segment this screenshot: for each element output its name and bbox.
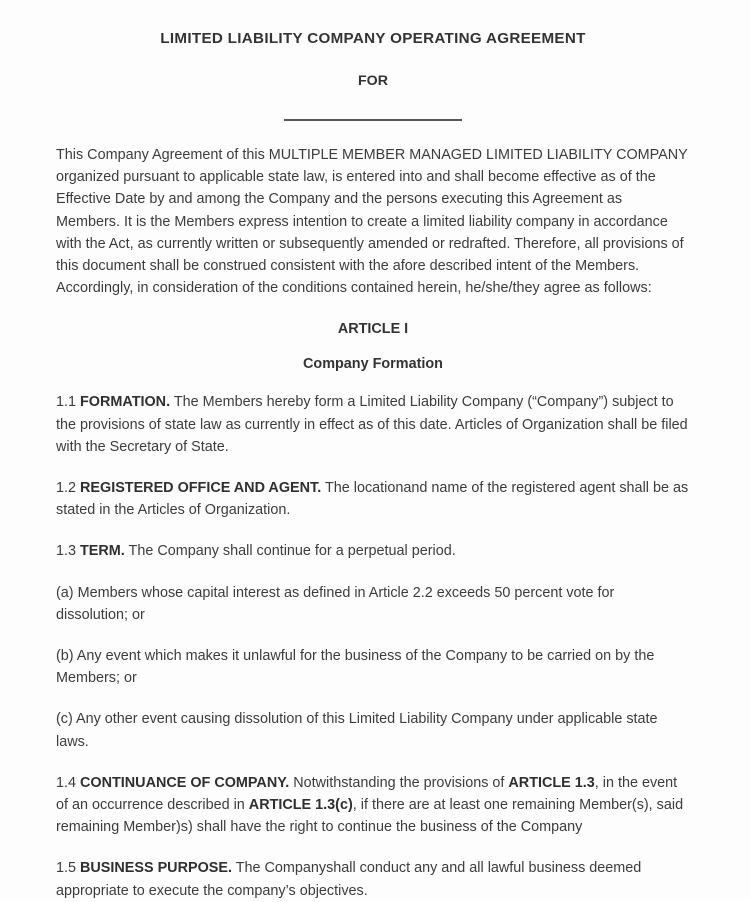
clause-1-4-reference-1: ARTICLE 1.3 [508, 774, 595, 791]
page-title: LIMITED LIABILITY COMPANY OPERATING AGREEMENT [160, 30, 586, 47]
clause-1-5 [56, 838, 690, 901]
article-heading: ARTICLE I [337, 321, 409, 338]
preamble-paragraph: This Company Agreement of this MULTIPLE MEMBER MANAGED LIMITED LIABILITY COMPANY organized pursuant to applicable state law, is entered into and shall become effective as of the Effective Date by and among the Company and the persons executing this Agreement as Members. It is the Members express intention to create a limited liability company in accordance with the Act, as currently written or subsequently amended or redrafted. Therefore, all provisions of this document shall be construed consistent with the afore described intent of the Members. Accordingly, in consideration of the conditions contained herein, he/she/they agree as follows: [56, 147, 688, 297]
clause-1-4-body-part1: Notwithstanding the provisions of [289, 774, 509, 791]
company-name-blank-rule [284, 119, 462, 121]
clause-1-4-reference-2: ARTICLE 1.3(c) [248, 797, 353, 814]
clause-1-4-body-part3: , if there are at least one remaining Member(s), said remaining Member)s) shall have the right to continue the business of the Company [56, 797, 684, 836]
clause-1-2-body: The locationand name of the registered agent shall be as stated in the Articles of Organization. [56, 480, 689, 519]
clause-1-4-number: 1.4 [56, 774, 77, 791]
company-name-blank-wrap [56, 89, 690, 121]
clause-1-5-label: BUSINESS PURPOSE. [80, 860, 232, 877]
clause-1-3-number: 1.3 [56, 543, 77, 560]
clause-1-2 [56, 458, 690, 521]
sub-clause-c: (c) Any other event causing dissolution of this Limited Liability Company under applicable state laws. [56, 711, 658, 750]
clause-1-4 [56, 753, 690, 839]
sub-clause-b: (b) Any event which makes it unlawful for the business of the Company to be carried on by the Members; or [56, 648, 655, 687]
clause-1-1-body: The Members hereby form a Limited Liability Company (“Company”) subject to the provisions of state law as currently in effect as of this date. Articles of Organization shall be filed with the Secretary of State. [56, 394, 688, 455]
for-label: FOR [358, 73, 388, 89]
clause-1-3 [56, 521, 690, 562]
sub-clause-a: (a) Members whose capital interest as defined in Article 2.2 exceeds 50 percent vote for dissolution; or [56, 584, 615, 623]
clause-1-5-number: 1.5 [56, 860, 77, 877]
clause-1-1-number: 1.1 [56, 394, 77, 411]
clause-1-4-label: CONTINUANCE OF COMPANY. [80, 774, 290, 791]
article-subheading: Company Formation [303, 356, 443, 373]
clause-1-2-label: REGISTERED OFFICE AND AGENT. [80, 480, 322, 497]
clause-1-3-body: The Company shall continue for a perpetual period. [124, 543, 456, 560]
clause-1-1-label: FORMATION. [80, 394, 171, 411]
clause-1-5-body: The Companyshall conduct any and all lawful business deemed appropriate to execute the company’s objectives. [56, 860, 642, 899]
clause-1-2-number: 1.2 [56, 480, 77, 497]
clause-1-3-label: TERM. [80, 543, 125, 560]
clause-1-1 [56, 372, 690, 458]
clause-1-4-body-part2: , in the event of an occurrence described in [56, 774, 678, 814]
